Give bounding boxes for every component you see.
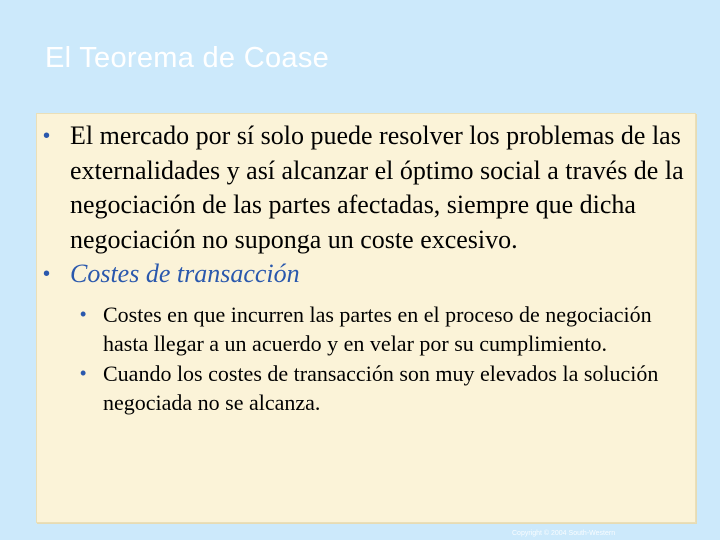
sub-bullet-text: Costes en que incurren las partes en el proceso de negociación hasta llegar a un acuerdo y en velar por su cumplimiento. <box>103 301 652 356</box>
sub-bullet-list <box>37 300 695 418</box>
copyright-notice: Copyright © 2004 South-Western <box>512 530 616 537</box>
sub-bullet-text: Cuando los costes de transacción son muy elevados la solución negociada no se alcanza. <box>103 360 659 415</box>
slide-title: El Teorema de Coase <box>45 42 330 74</box>
sub-bullet-item <box>37 359 695 418</box>
bullet-list <box>37 119 695 418</box>
bullet-dot-icon: • <box>43 263 51 285</box>
bullet-text: El mercado por sí solo puede resolver los problemas de las externalidades y así alcanzar el óptimo social a través de la negociación de las partes afectadas, siempre que dicha negociación no suponga un coste excesivo. <box>70 121 684 254</box>
bullet-dot-icon: • <box>43 125 51 147</box>
sub-bullet-item <box>37 300 695 359</box>
sub-bullet-dot-icon: • <box>80 362 87 383</box>
sub-bullet-dot-icon: • <box>80 303 87 324</box>
bullet-text: Costes de transacción <box>70 259 300 288</box>
content-panel <box>36 113 696 523</box>
bullet-item <box>37 119 695 257</box>
bullet-item <box>37 257 695 418</box>
